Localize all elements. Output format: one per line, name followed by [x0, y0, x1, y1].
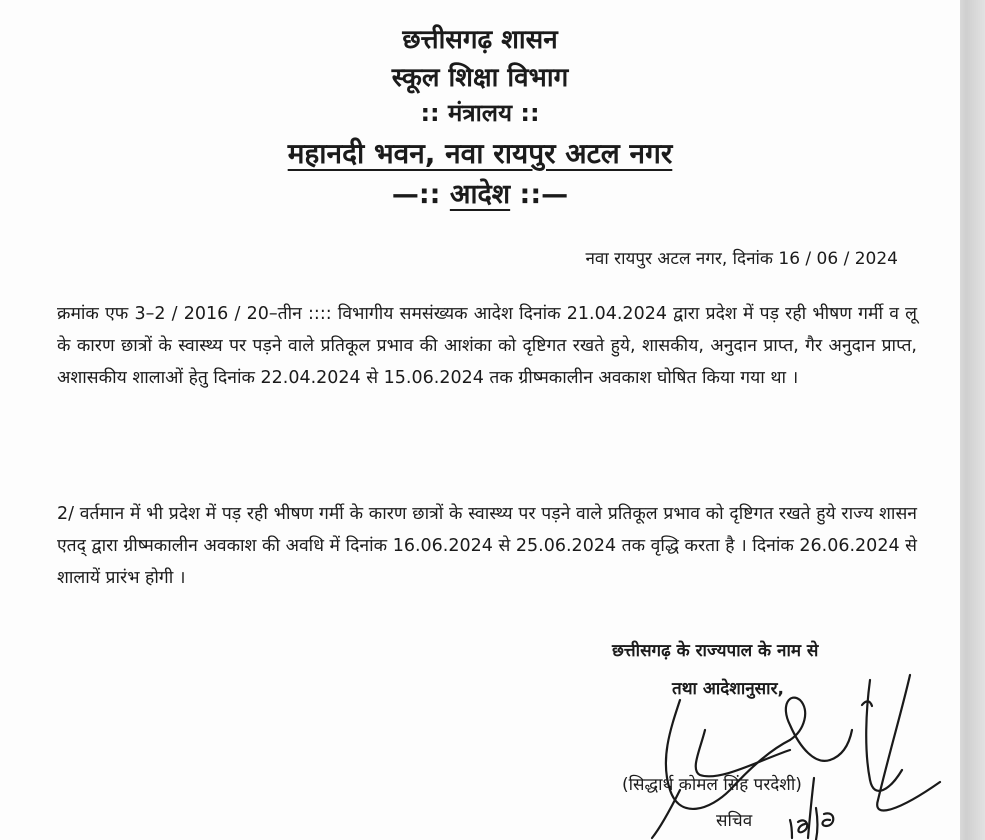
signatory-name: (सिद्धार्थ कोमल सिंह परदेशी) [622, 775, 802, 795]
signatory-order-line: तथा आदेशानुसार, [672, 679, 784, 699]
signatory-authority-line: छत्तीसगढ़ के राज्यपाल के नाम से [612, 641, 819, 661]
paragraph-2: 2/ वर्तमान में भी प्रदेश में पड़ रही भीषण गर्मी के कारण छात्रों के स्वास्थ्य पर पड़ने वाले प्रतिकूल प्रभाव को दृष्टिगत रखते हुये राज्य शासन एतद् द्वारा ग्रीष्मकालीन अवकाश की अवधि में दिनांक 16.06.2024 से 25.06.2024 तक वृद्धि करता है । दिनांक 26.06.2024 से शालायें प्रारंभ होगी । [57, 504, 917, 588]
paragraph-1: क्रमांक एफ 3–2 / 2016 / 20–तीन :::: विभागीय समसंख्यक आदेश दिनांक 21.04.2024 द्वारा प्रदेश में पड़ रही भीषण गर्मी व लू के कारण छात्रों के स्वास्थ्य पर पड़ने वाले प्रतिकूल प्रभाव की आशंका को दृष्टिगत रखते हुये, शासकीय, अनुदान प्राप्त, गैर अनुदान प्राप्त, अशासकीय शालाओं हेतु दिनांक 22.04.2024 से 15.06.2024 तक ग्रीष्मकालीन अवकाश घोषित किया गया था । [57, 304, 917, 388]
scan-edge [960, 0, 985, 840]
government-name: छत्तीसगढ़ शासन [402, 25, 558, 55]
office-address [0, 134, 960, 172]
order-heading-prefix: —:: [391, 179, 450, 210]
ministry-label: :: मंत्रालय :: [420, 99, 540, 127]
order-heading-suffix: ::— [510, 179, 569, 210]
order-heading [0, 174, 960, 211]
order-heading-word: आदेश [449, 179, 511, 210]
office-address-text: महानदी भवन, नवा रायपुर अटल नगर [287, 137, 673, 170]
signatory-designation: सचिव [716, 811, 753, 831]
department-name: स्कूल शिक्षा विभाग [391, 63, 569, 93]
place-date-line: नवा रायपुर अटल नगर, दिनांक 16 / 06 / 2024 [585, 249, 898, 269]
handwritten-signature [640, 670, 960, 840]
